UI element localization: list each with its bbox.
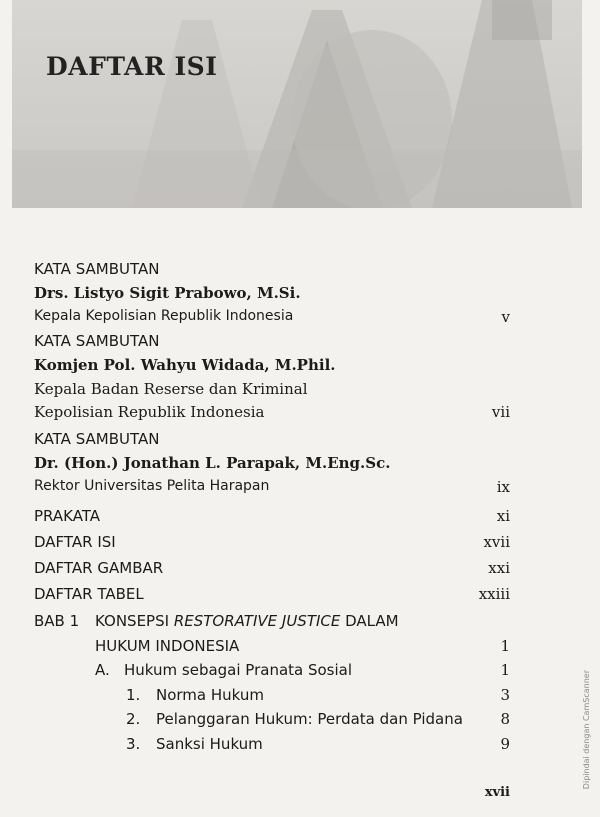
bab1-title-post: DALAM [340,612,399,630]
item-2-page: 8 [500,710,510,728]
daftar-tabel-label: DAFTAR TABEL [34,585,144,603]
prakata-label: PRAKATA [34,507,101,525]
section-a-marker: A. [95,661,110,679]
daftar-gambar-page: xxi [488,559,510,577]
section-a-text: Hukum sebagai Pranata Sosial [124,661,353,679]
bab1-title-pre: KONSEPSI [95,612,174,630]
bab1-title-italic: RESTORATIVE JUSTICE [173,612,341,630]
bab1-title-line1 [95,612,399,630]
item-2-text: Pelanggaran Hukum: Perdata dan Pidana [156,710,463,728]
item-3-page: 9 [500,735,510,753]
sambutan-2-role-2: Kepolisian Republik Indonesia [34,403,265,421]
sambutan-3-role: Rektor Universitas Pelita Harapan [34,478,270,494]
item-3-marker: 3. [126,735,141,753]
sambutan-3-heading: KATA SAMBUTAN [34,430,160,448]
sambutan-1-heading: KATA SAMBUTAN [34,260,160,278]
sambutan-2-role-1: Kepala Badan Reserse dan Kriminal [34,380,308,398]
bab1-title-line2: HUKUM INDONESIA [95,637,240,655]
daftar-isi-page: xvii [483,533,510,551]
sambutan-3-name: Dr. (Hon.) Jonathan L. Parapak, M.Eng.Sc. [34,454,391,472]
item-1-text: Norma Hukum [156,686,265,704]
page-title: DAFTAR ISI [46,52,218,81]
daftar-isi-label: DAFTAR ISI [34,533,116,551]
scanner-watermark: Dipindai dengan CamScanner [582,670,591,790]
daftar-gambar-label: DAFTAR GAMBAR [34,559,164,577]
sambutan-1-role: Kepala Kepolisian Republik Indonesia [34,308,294,324]
item-1-page: 3 [500,686,510,704]
sambutan-3-page: ix [496,478,510,496]
sambutan-2-page: vii [491,403,510,421]
sambutan-2-heading: KATA SAMBUTAN [34,332,160,350]
item-2-marker: 2. [126,710,141,728]
section-a-page: 1 [500,661,510,679]
sambutan-1-name: Drs. Listyo Sigit Prabowo, M.Si. [34,284,301,302]
daftar-tabel-page: xxiii [478,585,510,603]
sambutan-1-page: v [501,308,510,326]
bab1-page: 1 [500,637,510,655]
bab1-label: BAB 1 [34,612,80,630]
footer-page-number: xvii [484,785,510,800]
prakata-page: xi [496,507,510,525]
sambutan-2-name: Komjen Pol. Wahyu Widada, M.Phil. [34,356,336,374]
item-3-text: Sanksi Hukum [156,735,263,753]
item-1-marker: 1. [126,686,141,704]
